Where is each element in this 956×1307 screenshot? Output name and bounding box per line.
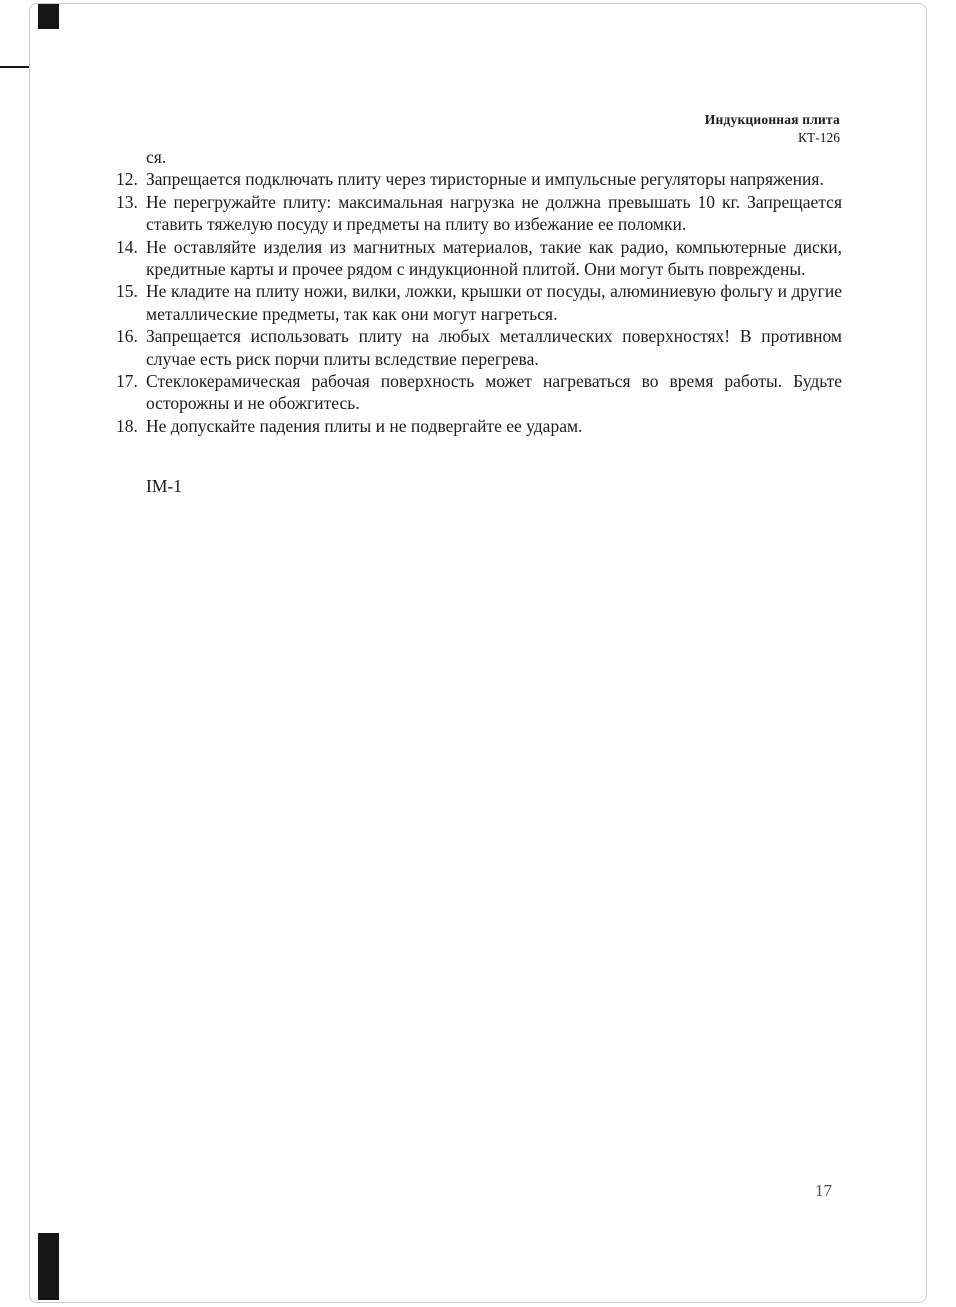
list-item-number: 12. [116,169,138,190]
list-item [116,236,842,281]
document-header [705,111,840,146]
document-body [116,146,842,498]
document-model: КТ-126 [798,130,840,145]
list-item [116,415,842,437]
list-item-number: 13. [116,191,138,212]
document-label: IM-1 [146,476,182,497]
page-number: 17 [815,1181,832,1200]
print-registration-mark-top [38,4,59,29]
list-item-text: Не кладите на плиту ножи, вилки, ложки, крышки от посуды, алюминиевую фольгу и другие металлические предметы, так как они могут нагреться. [146,281,842,324]
list-item-text: Запрещается подключать плиту через тиристорные и импульсные регуляторы напряжения. [146,169,824,190]
print-registration-mark-bottom [38,1233,59,1300]
list-item-text: Запрещается использовать плиту на любых металлических поверхностях! В противном случае есть риск порчи плиты вследствие перегрева. [146,326,842,369]
list-item [116,191,842,236]
list-item [116,370,842,415]
list-item [116,168,842,190]
list-item-number: 17. [116,371,138,392]
list-item-text: Стеклокерамическая рабочая поверхность может нагреваться во время работы. Будьте осторожны и не обожгитесь. [146,371,842,414]
document-title: Индукционная плита [704,112,840,127]
list-item-text: Не оставляйте изделия из магнитных материалов, такие как радио, компьютерные диски, кредитные карты и прочее рядом с индукционной плитой. Они могут быть повреждены. [146,236,842,280]
list-item [116,325,842,370]
list-item-number: 15. [116,281,138,302]
list-item-number: 18. [116,415,138,436]
list-item-text: Не допускайте падения плиты и не подвергайте ее ударам. [146,415,583,436]
list-item-number: 16. [116,326,138,347]
continuation-text: ся. [146,147,167,167]
list-item-number: 14. [116,236,138,257]
list-item-text: Не перегружайте плиту: максимальная нагрузка не должна превышать 10 кг. Запрещается ставить тяжелую посуду и предметы на плиту во избежание ее поломки. [146,191,842,235]
print-registration-line [0,66,29,68]
list-item [116,280,842,325]
